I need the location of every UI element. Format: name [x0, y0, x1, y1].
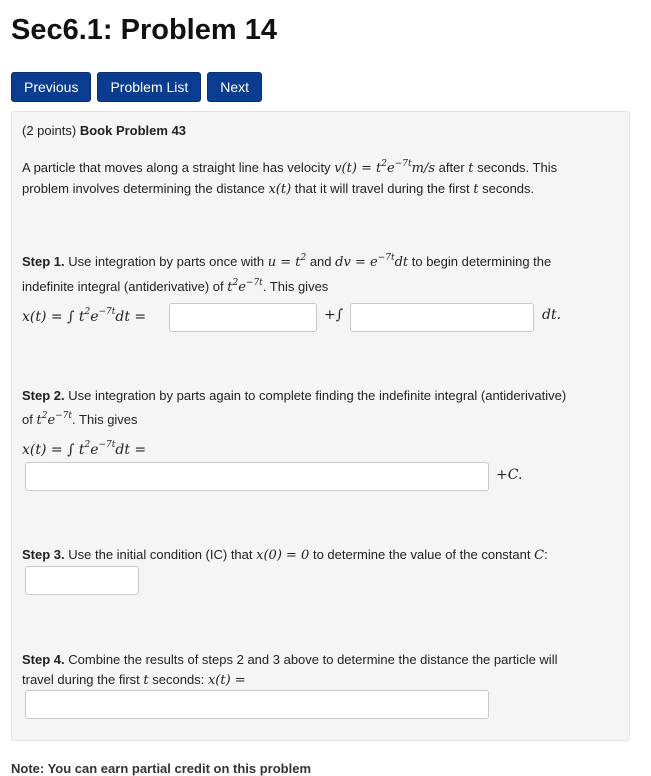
problem-points: (2 points) — [22, 123, 77, 138]
problem-header — [22, 121, 186, 141]
step3-answer[interactable] — [25, 566, 139, 595]
problem-panel — [11, 111, 630, 741]
step1-equation: x(t) = ∫ $t^2e^{-7t}dt$ = — [22, 307, 147, 325]
step1-dt: dt. — [542, 307, 562, 323]
problem-list-button[interactable]: Problem List — [97, 72, 201, 102]
step2-answer[interactable] — [25, 462, 489, 491]
step2-text: Step 2. Use integration by parts again to complete finding the indefinite integral (antiderivative) of $t^2e^{-7t}$. This gives — [22, 388, 567, 428]
step4-text: Step 4. Combine the results of steps 2 and 3 above to determine the distance the particle will travel during the first t seconds: x(t) = — [22, 652, 558, 688]
next-button[interactable]: Next — [207, 72, 262, 102]
previous-button[interactable]: Previous — [11, 72, 91, 102]
step3-label: Step 3. — [22, 547, 65, 562]
step2-plus-c: +C. — [496, 467, 523, 483]
step1-answer-2[interactable] — [350, 303, 534, 332]
step3-text: Step 3. Use the initial condition (IC) that x(0) = 0 to determine the value of the constant C: — [22, 547, 548, 563]
step2-equation: x(t) = ∫ $t^2e^{-7t}dt$ = — [22, 440, 147, 458]
partial-credit-note: Note: You can earn partial credit on this problem — [11, 761, 312, 776]
page-title: Sec6.1: Problem 14 — [11, 14, 277, 46]
step2-label: Step 2. — [22, 388, 65, 403]
problem-intro: A particle that moves along a straight line has velocity $v(t) = t^2e^{-7t}m/s$ after t seconds. This problem involves determining the distance x(t) that it will travel during the first t seconds. — [22, 159, 558, 197]
step1-answer-1[interactable] — [169, 303, 317, 332]
problem-name: Book Problem 43 — [79, 123, 187, 138]
step4-answer[interactable] — [25, 690, 489, 719]
step1-plus-integral: +∫ — [324, 307, 344, 323]
step1-label: Step 1. — [22, 254, 65, 269]
step4-label: Step 4. — [22, 652, 65, 667]
step1-text: Step 1. Use integration by parts once with $u = t^2$ and dv = $e^{-7t}dt$ to begin determining the indefinite integral (antiderivative) of $t^2e^{-7t}$. This gives — [22, 253, 552, 295]
problem-nav — [11, 72, 262, 102]
